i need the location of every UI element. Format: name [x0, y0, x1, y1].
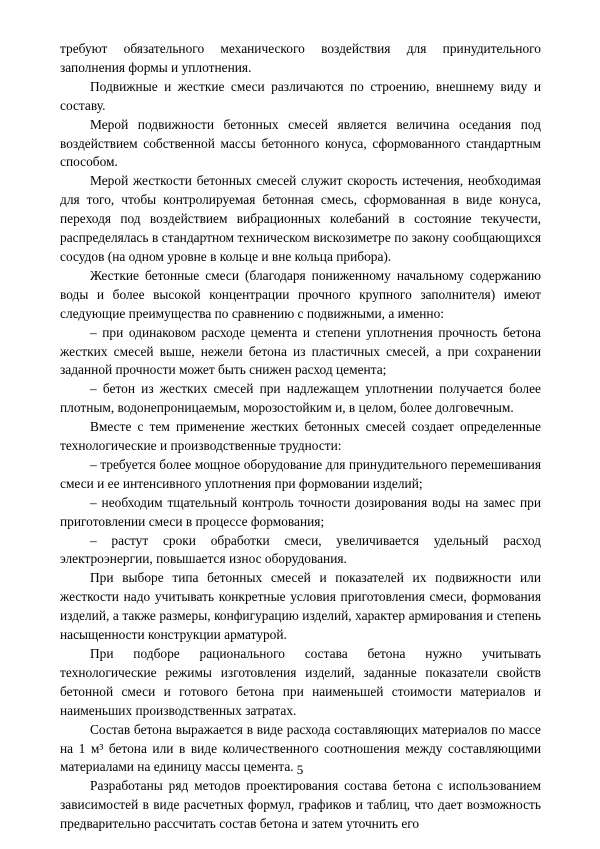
paragraph-continuation: требуют обязательного механического воздействия для принудительного заполнения формы и уплотнения. — [60, 41, 541, 75]
list-item-dosing-control: – необходим тщательный контроль точности дозирования воды на замес при приготовлении смеси в процессе формования; — [60, 494, 541, 529]
paragraph-stiffness-measure: Мерой жесткости бетонных смесей служит скорость истечения, необходимая для того, чтобы контролируемая бетонная смесь, сформованная в виде конуса, переходя под воздействием вибрационных колебаний в состояние текучести, распределялась в стандартном техническом вискозиметре по закону сообщающихся сосудов (на одном уровне в кольце и вне кольца прибора). — [60, 173, 541, 264]
page-number: 5 — [296, 762, 304, 777]
paragraph-design-methods: Разработаны ряд методов проектирования состава бетона с использованием зависимостей в виде расчетных формул, графиков и таблиц, что дает возможность предварительно рассчитать состав бетона и затем уточнить его — [60, 778, 541, 832]
paragraph-mobility-measure: Мерой подвижности бетонных смесей является величина оседания под воздействием собственной массы бетонного конуса, сформованного стандартным способом. — [60, 116, 541, 170]
paragraph-mixture-types: Подвижные и жесткие смеси различаются по строению, внешнему виду и составу. — [60, 78, 541, 113]
paragraph-composition-expression: Состав бетона выражается в виде расхода составляющих материалов по массе на 1 м³ бетона или в виде количественного соотношения между составляющими материалами на единицу массы цемента. — [60, 721, 541, 775]
paragraph-composition-selection: При подборе рационального состава бетона нужно учитывать технологические режимы изготовления изделий, заданные показатели свойств бетонной смеси и готового бетона при наименьшей стоимости материалов и наименьших производственных затратах. — [60, 646, 541, 718]
list-item-processing-time: – растут сроки обработки смеси, увеличивается удельный расход электроэнергии, повышается износ оборудования. — [60, 532, 541, 567]
paragraph-stiff-advantages: Жесткие бетонные смеси (благодаря пониженному начальному содержанию воды и более высокой концентрации прочного крупного заполнителя) имеют следующие преимущества по сравнению с подвижными, а именно: — [60, 267, 541, 321]
paragraph-selection: При выборе типа бетонных смесей и показателей их подвижности или жесткости надо учитывать конкретные условия приготовления смеси, формования изделий, а также размеры, конфигурацию изделий, характер армирования и степень насыщенности конструкции арматурой. — [60, 570, 541, 643]
list-item-equipment: – требуется более мощное оборудование для принудительного перемешивания смеси и ее интенсивного уплотнения при формовании изделий; — [60, 456, 541, 491]
list-item-strength: – при одинаковом расходе цемента и степени уплотнения прочность бетона жестких смесей выше, нежели бетона из пластичных смесей, а при сохранении заданной прочности может быть снижен расход цемента; — [60, 324, 541, 378]
list-item-durability: – бетон из жестких смесей при надлежащем уплотнении получается более плотным, водонепроницаемым, морозостойким и, в целом, более долговечным. — [60, 381, 541, 416]
document-body — [60, 40, 541, 834]
paragraph-difficulties: Вместе с тем применение жестких бетонных смесей создает определенные технологические и производственные трудности: — [60, 419, 541, 454]
